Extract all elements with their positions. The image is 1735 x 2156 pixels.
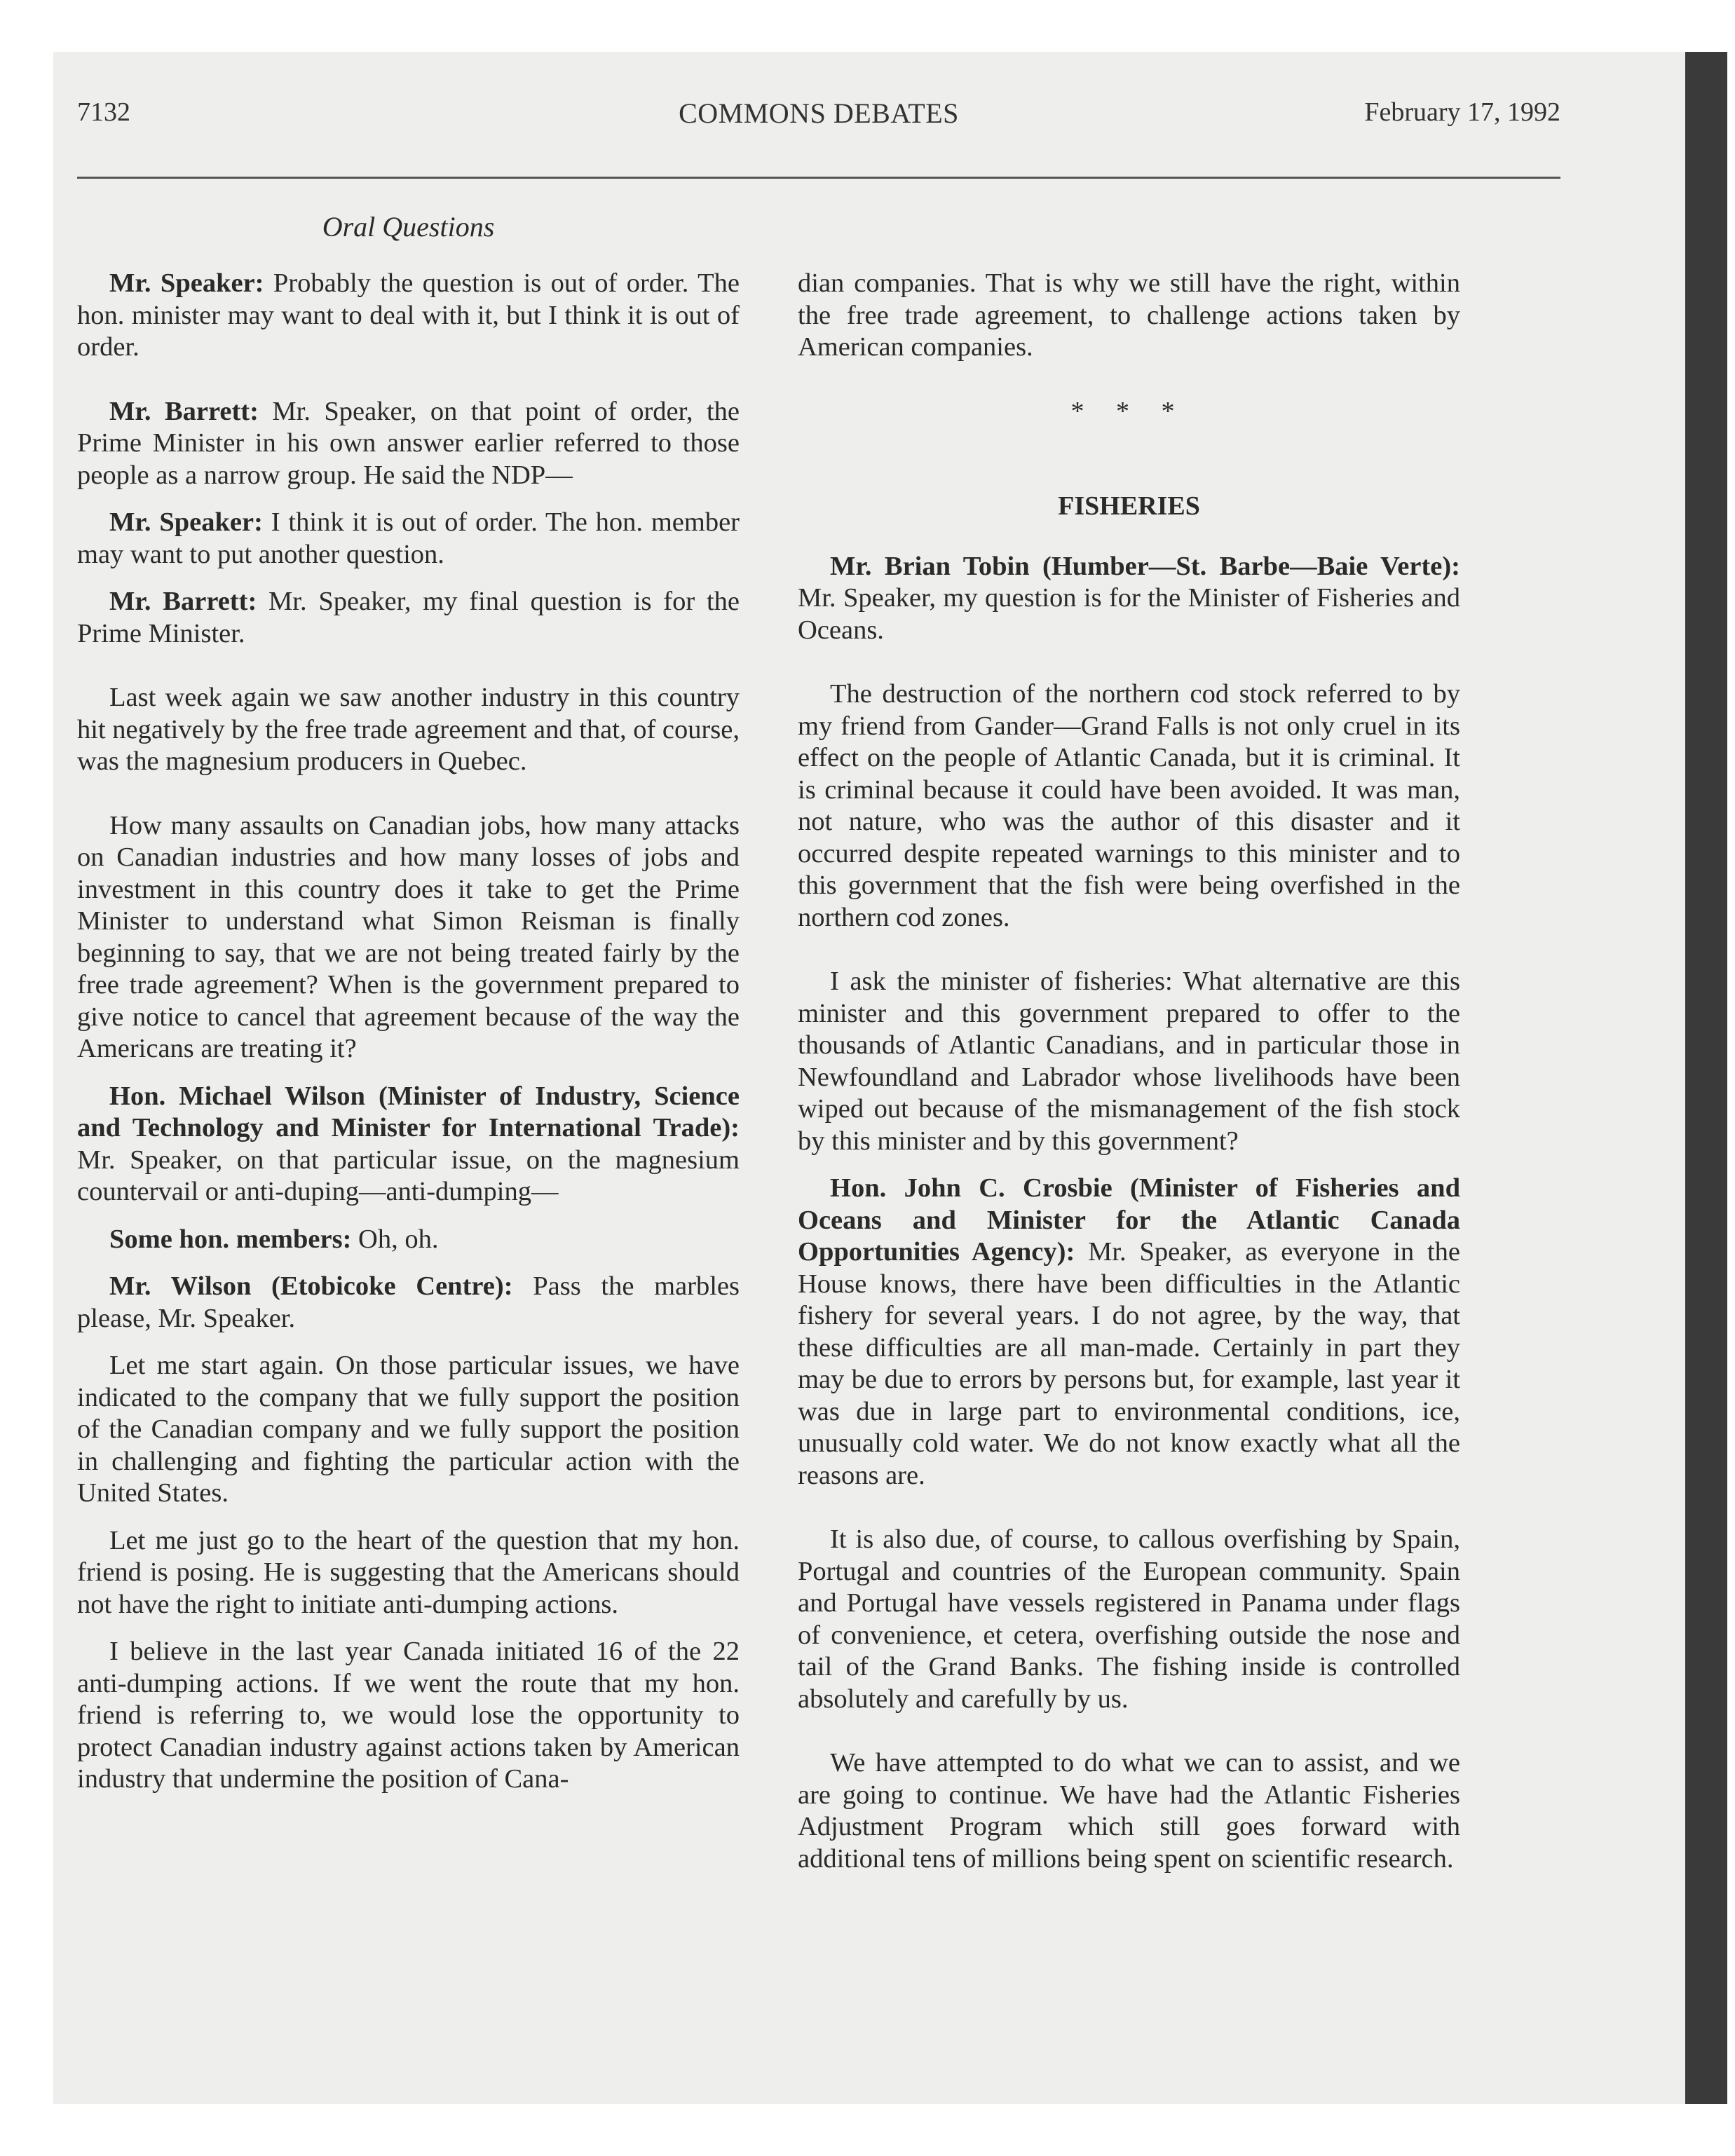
paragraph: Let me just go to the heart of the question that my hon. friend is posing. He is suggesting that the Americans should not have the right to initiate anti-dumping actions. xyxy=(77,1525,740,1619)
paragraph: I believe in the last year Canada initiated 16 of the 22 anti-dumping actions. If we went the route that my hon. friend is referring to, we would lose the opportunity to protect Canadian industry against actions taken by American industry that undermine the position of Cana- xyxy=(77,1637,740,1794)
speaker-name: Mr. Barrett: xyxy=(109,587,257,616)
paragraph: Some hon. members: Oh, oh. xyxy=(109,1224,439,1254)
publication-title: COMMONS DEBATES xyxy=(679,97,959,129)
paragraph: The destruction of the northern cod stock referred to by my friend from Gander—Grand Falls is not only cruel in its effect on the people of Atlantic Canada, but it is criminal. It is criminal because it could have been avoided. It was man, not nature, who was the author of this disaster and it occurred despite repeated warnings to this minister and to this government that the fish were being overfished in the northern cod zones. xyxy=(798,679,1460,932)
speaker-name: Hon. John C. Crosbie (Minister of Fisheries and Oceans and Minister for the Atlantic Canada Opportunities Agency): xyxy=(798,1173,1460,1267)
paragraph: Mr. Speaker: I think it is out of order. The hon. member may want to put another question. xyxy=(77,507,740,569)
paragraph: How many assaults on Canadian jobs, how many attacks on Canadian industries and how many losses of jobs and investment in this country does it take to get the Prime Minister to understand what Simon Reisman is finally beginning to say, that we are not being treated fairly by the free trade agreement? When is the government prepared to give notice to cancel that agreement because of the way the Americans are treating it? xyxy=(77,810,740,1063)
section-heading: FISHERIES xyxy=(1058,491,1200,521)
publication-date: February 17, 1992 xyxy=(1364,97,1560,127)
paragraph: Mr. Barrett: Mr. Speaker, my final question is for the Prime Minister. xyxy=(77,587,740,648)
speaker-name: Mr. Wilson (Etobicoke Centre): xyxy=(109,1271,513,1301)
left-column xyxy=(77,268,740,1811)
speaker-name: Some hon. members: xyxy=(109,1224,352,1254)
paragraph: It is also due, of course, to callous overfishing by Spain, Portugal and countries of the European community. Spain and Portugal have vessels registered in Panama under flags of convenience, et cetera, overfishing outside the nose and tail of the Grand Banks. The fishing inside is controlled absolutely and carefully by us. xyxy=(798,1524,1460,1714)
scan-edge-shadow xyxy=(1685,52,1727,2104)
paragraph: Hon. John C. Crosbie (Minister of Fisheries and Oceans and Minister for the Atlantic Canada Opportunities Agency): Mr. Speaker, as everyone in the House knows, there have been difficulties in the Atlantic fishery for several years. I do not agree, by the way, that these difficulties are all man-made. Certainly in part they may be due to errors by persons but, for example, last year it was due in large part to environmental conditions, ice, unusually cold water. We do not know exactly what all the reasons are. xyxy=(798,1173,1460,1490)
paragraph-continuation: dian companies. That is why we still have the right, within the free trade agreement, to challenge actions taken by American companies. xyxy=(798,268,1460,362)
speaker-name: Hon. Michael Wilson (Minister of Industry, Science and Technology and Minister for International Trade): xyxy=(77,1081,740,1142)
paragraph: Mr. Brian Tobin (Humber—St. Barbe—Baie Verte): Mr. Speaker, my question is for the Minister of Fisheries and Oceans. xyxy=(798,551,1460,645)
header-rule xyxy=(77,177,1560,179)
paragraph: Last week again we saw another industry in this country hit negatively by the free trade agreement and that, of course, was the magnesium producers in Quebec. xyxy=(77,683,740,776)
paragraph: Mr. Barrett: Mr. Speaker, on that point of order, the Prime Minister in his own answer earlier referred to those people as a narrow group. He said the NDP— xyxy=(77,396,740,490)
section-separator: * * * xyxy=(1070,396,1188,426)
speaker-name: Mr. Barrett: xyxy=(109,396,259,426)
speaker-name: Mr. Speaker: xyxy=(109,507,263,537)
paragraph: Mr. Speaker: Probably the question is out of order. The hon. minister may want to deal with it, but I think it is out of order. xyxy=(77,268,740,362)
speaker-name: Mr. Brian Tobin (Humber—St. Barbe—Baie Verte): xyxy=(830,551,1460,581)
paragraph: I ask the minister of fisheries: What alternative are this minister and this government prepared to offer to the thousands of Atlantic Canadians, and in particular those in Newfoundland and Labrador whose livelihoods have been wiped out because of the mismanagement of the fish stock by this minister and by this government? xyxy=(798,967,1460,1156)
page-number: 7132 xyxy=(77,97,130,127)
page-header xyxy=(77,97,1560,139)
section-label: Oral Questions xyxy=(322,211,495,243)
right-column xyxy=(798,268,1460,1907)
paragraph: We have attempted to do what we can to assist, and we are going to continue. We have had the Atlantic Fisheries Adjustment Program which still goes forward with additional tens of millions being spent on scientific research. xyxy=(798,1748,1460,1874)
paragraph: Let me start again. On those particular issues, we have indicated to the company that we fully support the position of the Canadian company and we fully support the position in challenging and fighting the particular action with the United States. xyxy=(77,1351,740,1508)
speaker-name: Mr. Speaker: xyxy=(109,268,264,298)
paragraph: Hon. Michael Wilson (Minister of Industry, Science and Technology and Minister for International Trade): Mr. Speaker, on that particular issue, on the magnesium countervail or anti-duping—anti-dumping— xyxy=(77,1081,740,1206)
paragraph: Mr. Wilson (Etobicoke Centre): Pass the marbles please, Mr. Speaker. xyxy=(77,1271,740,1333)
